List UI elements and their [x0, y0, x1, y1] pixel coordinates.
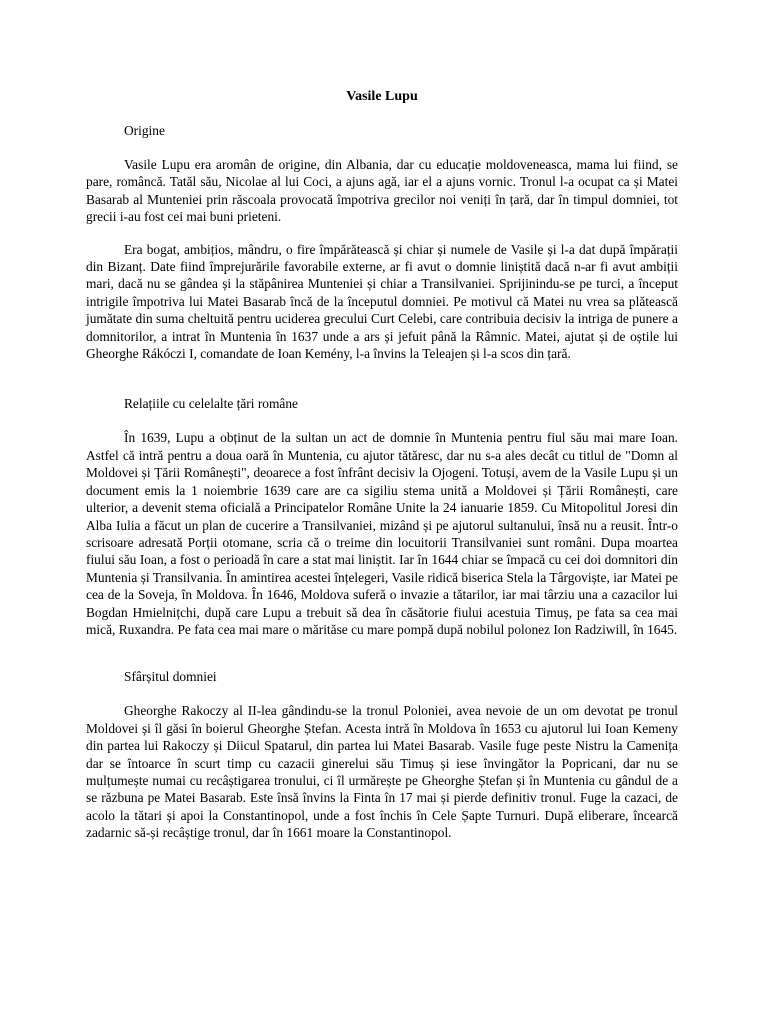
document-page [86, 88, 678, 842]
section-heading-origin: Origine [124, 123, 165, 138]
section-heading-end-of-reign: Sfârșitul domniei [124, 669, 217, 685]
paragraph: În 1639, Lupu a obținut de la sultan un act de domnie în Muntenia pentru fiul său mai mare Ioan. Astfel că intră pentru a doua oară în Muntenia, cu ajutor tătăresc, dar nu s-a ales decât cu titlul de "Domn al Moldovei și Țării Românești", deoarece a fost înfrânt decisiv la Ojogeni. Totuși, avem de la Vasile Lupu și un document emis la 1 noiembrie 1639 care are ca sigiliu stema unită a Moldovei și Țării Românești, care ulterior, a devenit stema oficială a Principatelor Române Unite la 24 ianuarie 1859. Cu Mitopolitul Joresi din Alba Iulia a făcut un plan de cucerire a Transilvaniei, mizând și pe ajutorul sultanului, însă nu a reusit. Într-o scrisoare adresată Porții otomane, scria că o treime din locuitorii Transilvaniei sunt români. Dupa moartea fiului său Ioan, a fost o perioadă în care a stat mai liniștit. Iar în 1644 chiar se împacă cu cei doi domnitori din Muntenia și Transilvania. În amintirea acestei înțelegeri, Vasile ridică biserica Stela la Târgoviște, iar Matei pe cea de la Soveja, în Moldova. În 1646, Moldova suferă o invazie a tătarilor, iar mai târziu una a cazacilor lui Bogdan Hmielnițchi, după care Lupu a trebuit să dea în căsătorie fiului acestuia Timuș, pe fata sa cea mai mică, Ruxandra. Pe fata cea mai mare o mărităse cu mare pompă după nobilul polonez Ion Radziwill, în 1645. [86, 430, 678, 637]
document-title: Vasile Lupu [346, 89, 418, 104]
paragraph: Era bogat, ambițios, mândru, o fire împărătească și chiar și numele de Vasile și l-a dat după împărații din Bizanț. Date fiind împrejurările favorabile externe, ar fi avut o domnie liniștită dacă n-ar fi avut ambiții mari, dacă nu se gândea și la stăpânirea Munteniei și chiar a Transilvaniei. Sprijinindu-se pe turci, a început intrigile împotriva lui Matei Basarab încă de la începutul domniei. Pe motivul că Matei nu vrea sa plătească jumătate din suma cheltuită pentru uciderea grecului Curt Celebi, care contribuia decisiv la intriga de punere a domnitorilor, a intrat în Muntenia în 1637 unde a ars și jefuit până la Râmnic. Matei, ajutat și de oștile lui Gheorghe Rákóczi I, comandate de Ioan Kemény, l-a învins la Teleajen și l-a scos din țară. [86, 241, 678, 362]
paragraph: Vasile Lupu era aromân de origine, din Albania, dar cu educație moldoveneasca, mama lui fiind, se pare, româncă. Tatăl său, Nicolae al lui Coci, a ajuns agă, iar el a ajuns vornic. Tronul l-a ocupat ca și Matei Basarab al Munteniei prin răscoala provocată împotriva grecilor noi veniți în țară, dar în timpul domniei, tot grecii i-au fost cei mai buni prieteni. [86, 157, 678, 225]
paragraph: Gheorghe Rakoczy al II-lea gândindu-se la tronul Poloniei, avea nevoie de un om devotat pe tronul Moldovei și îl găsi în boierul Gheorghe Ștefan. Acesta intră în Moldova în 1653 cu ajutorul lui Ioan Kemeny din partea lui Rakoczy și Diicul Spatarul, din partea lui Matei Basarab. Vasile fuge peste Nistru la Camenița dar se întoarce în scurt timp cu cazacii ginerelui său Timuș și iese învingător la Popricani, dar nu se mulțumește numai cu recâștigarea tronului, ci îl urmărește pe Gheorghe Ștefan și în Muntenia cu gândul de a se răzbuna pe Matei Basarab. Este însă învins la Finta în 17 mai și pierde definitiv tronul. Fuge la cazaci, de acolo la tătari și apoi la Constantinopol, unde a fost închis în Cele Șapte Turnuri. După eliberare, încearcă zadarnic să-și recâștige tronul, dar în 1661 moare la Constantinopol. [86, 703, 678, 841]
section-heading-relations: Relațiile cu celelalte țări române [124, 396, 298, 412]
